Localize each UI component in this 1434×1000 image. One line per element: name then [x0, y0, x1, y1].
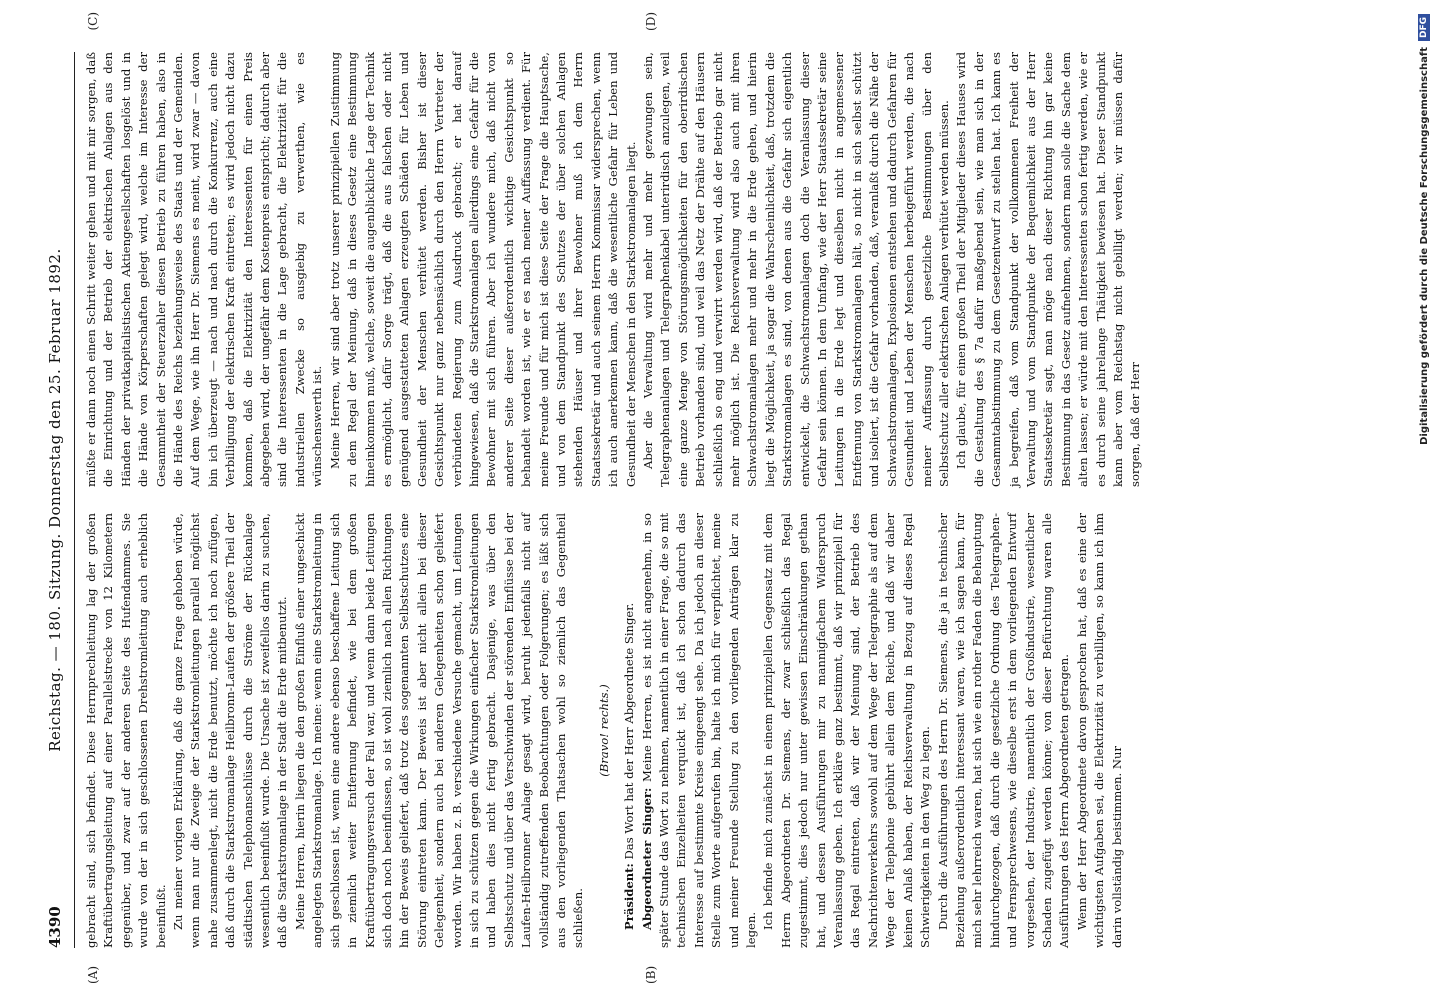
margin-marker-b: (B) [644, 965, 658, 984]
paragraph: Ich befinde mich zunächst in einem prinzipiellen Gegensatz mit dem Herrn Abgeordneten Dr. Siemens, der zwar schließlich das Regal zugestimmt, dies jedoch nur unter gewissen Einschränkungen gethan hat, und dessen Ausführungen mir zu mannigfachem Widerspruch Veranlassung geben. Ich erkläre ganz bestimmt, daß wir prinzipiell für das Regal eintreten, daß wir der Meinung sind, der Betrieb des Nachrichtenverkehrs sowohl auf dem Wege der Telegraphie als auf dem Wege der Telephonie gebührt allein dem Reiche, und daß wir daher keinen Anlaß haben, der Reichsverwaltung in Bezug auf dieses Regal Schwierigkeiten in den Weg zu legen. [761, 513, 933, 948]
paragraph: gebracht sind, sich befindet. Diese Herrnprechleitung lag der großen Kraftübertragungsleitung auf einer Parallelstrecke von 12 Kilometern gegenüber, und zwar auf der anderen Seite des Hufendammes. Sie wurde von der in sich geschlossenen Drehstromleitung auch erheblich beeinflußt. [84, 513, 168, 948]
president-label: Präsident: [622, 863, 637, 930]
text-columns [83, 12, 1383, 984]
page-title: Reichstag. — 180. Sitzung. Donnerstag den 25. Februar 1892. [46, 248, 64, 752]
digitization-stamp-text [1414, 0, 1434, 1000]
paragraph: Aber die Verwaltung wird mehr und mehr gezwungen sein, Telegraphenanlagen und Telegraphenkabel unterirdisch anzulegen, weil eine ganze Menge von Störungsmöglichkeiten für den oberirdischen Betrieb vorhanden sind, und weil das Netz der Drähte auf den Häusern schließlich so eng und verwirrt werden wird, daß der Betrieb gar nicht mehr möglich ist. Die Reichsverwaltung wird also auch mit ihren Schwachstromanlagen mehr und mehr in die Erde gehen, und hierin liegt die Möglichkeit, ja sogar die Wahrscheinlichkeit, daß, trotzdem die Starkstromanlagen es sind, von denen aus die Gefahr sich eigentlich entwickelt, die Schwachstromanlagen doch die Veranlassung dieser Gefahr sein können. In dem Umfang, wie der Herr Staatssekretär seine Leitungen in die Erde legt und dieselben nicht in angemessener Entfernung von Starkstromanlagen hält, so nicht in sich selbst schützt und isoliert, ist die Gefahr vorhanden, daß, veranlaßt durch die Nähe der Schwachstromanlagen, Explosionen entstehen und dadurch Gefahren für Gesundheit und Leben der Menschen herbeigeführt werden, die nach meiner Auffassung durch gesetzliche Bestimmungen über den Selbstschutz aller elektrischen Anlagen verhütet werden müssen. [641, 52, 951, 487]
right-column [83, 12, 1383, 487]
margin-marker-a: (A) [86, 965, 100, 984]
paragraph: Ich glaube, für einen großen Theil der Mitglieder dieses Hauses wird die Gestaltung des § 7a dafür maßgebend sein, wie man sich in der Gesammtabstimmung zu dem Gesetzentwurf zu stellen hat. Ich kann es ja begreifen, daß vom Standpunkt der vollkommenen Freiheit der Verwaltung und vom Standpunkte der Bequemlichkeit aus der Herr Staatssekretär sagt, man möge nach dieser Richtung hin gar keine Bestimmung in das Gesetz aufnehmen, sondern man solle die Sache dem alten lassen; er würde mit den Interessenten schon fertig werden, wie er es durch seine jahrelange Thätigkeit bewiesen hat. Dieser Standpunkt kann aber vom Reichstag nicht gebilligt werden; wir müssen dafür sorgen, daß der Herr [954, 52, 1143, 487]
paragraph: Meine Herren, wir sind aber trotz unserer prinzipiellen Zustimmung zu dem Regal der Meinung, daß in dieses Gesetz eine Bestimmung hineinkommen muß, welche, soweit die augenblickliche Lage der Technik es ermöglicht, dafür Sorge trägt, daß die aus falschen oder nicht genügend ausgestatteten Anlagen erzeugten Schäden für Leben und Gesundheit der Menschen verhütet werden. Bisher ist dieser Gesichtspunkt nur ganz nebensächlich durch den Herrn Vertreter der verbündeten Regierung zum Ausdruck gebracht; er hat darauf hingewiesen, daß die Starkstromanlagen allerdings eine Gefahr für die Bewohner mit sich führen. Aber ich wundere mich, daß nicht von anderer Seite dieser außerordentlich wichtige Gesichtspunkt so behandelt worden ist, wie er es nach meiner Auffassung verdient. Für meine Freunde und für mich ist diese Seite der Frage die Hauptsache, und von dem Standpunkt des Schutzes der über solchen Anlagen stehenden Häuser und ihrer Bewohner muß ich dem Herrn Staatssekretär und auch seinem Herrn Kommissar widersprechen, wenn ich auch anerkennen kann, daß die wesentliche Gefahr für Leben und Gesundheit der Menschen in den Starkstromanlagen liegt. [327, 52, 638, 487]
paragraph: müßte er dann noch einen Schritt weiter gehen und mit mir sorgen, daß die Einrichtung und der Betrieb der elektrischen Anlagen aus den Händen der privatkapitalistischen Aktiengesellschaften losgelöst und in die Hände von Körperschaften gelegt wird, welche im Interesse der Gesammtheit der Steuerzahler diesen Betrieb zu führen haben, also in die Hände des Reichs beziehungsweise des Staats und der Gemeinden. Auf dem Wege, wie ihn Herr Dr. Siemens es meint, wird zwar — davon bin ich überzeugt — nach und nach durch die Konkurrenz, auch eine Verbilligung der elektrischen Kraft eintreten; es wird jedoch nicht dazu kommen, daß die Elektrizität den Interessenten für einen Preis abgegeben wird, der ungefähr dem Kostenpreis entspricht; dadurch aber sind die Interessenten in die Lage gebracht, die Elektrizität für die industriellen Zwecke so ausgiebig zu verwerthen, wie es wünschenswerth ist. [84, 52, 325, 487]
margin-marker-c: (C) [86, 12, 100, 31]
margin-marker-d: (D) [644, 12, 658, 31]
interjection: (Bravo! rechts.) [596, 684, 611, 777]
president-text: Das Wort hat der Herr Abgeordnete Singer. [622, 602, 637, 860]
paragraph: Zu meiner vorigen Erklärung, daß die ganze Frage gehoben würde, wenn man nur die Zweige der Starkstromleitungen parallel möglichst nahe zusammenlegt, nicht die Erde benutzt, möchte ich noch zufügen, daß durch die Starkstromanlage Heilbronn-Laufen der größere Theil der städtischen Telephonanschlüsse durch die Ströme der Rückanlage wesentlich beeinflußt wurde. Die Ursache ist zweifellos darin zu suchen, daß die Starkstromanlage in der Stadt die Erde mitbenutzt. [171, 513, 290, 948]
speaker-text: Meine Herren, es ist nicht angenehm, in so später Stunde das Wort zu nehmen, namentlich in einer Frage, die so mit technischen Einzelheiten verquickt ist, daß ich schon dadurch das Interesse auf bestimmte Kreise eingeengt sehe. Da ich jedoch an dieser Stelle zum Worte aufgerufen bin, halte ich mich für verpflichtet, meine und meiner Freunde Stellung zu den vorliegenden Anträgen klar zu legen. [639, 512, 759, 948]
speaker-intro [639, 513, 761, 948]
stamp-text: Digitalisierung gefördert durch die Deutsche Forschungsgemeinschaft [1418, 47, 1430, 445]
paragraph: Meine Herren, hierin liegen die den großen Einfluß einer ungeschickt angelegten Starkstromanlage. Ich meine: wenn eine Starkstromleitung in sich geschlossen ist, wenn eine andere ebenso beschaffene Leitung sich in ziemlich weiter Entfernung befindet, wie bei dem großen Kraftübertragungsversuch der Fall war, und wenn dann beide Leitungen sich doch noch beeinflussen, so ist wohl ziemlich nach allen Richtungen hin der Beweis geliefert, daß trotz des sogenannten Selbstschutzes eine Störung eintreten kann. Der Beweis ist aber nicht allein bei dieser Gelegenheit, sondern auch bei anderen Gelegenheiten schon geliefert worden. Wir haben z. B. verschiedene Versuche gemacht, um Leitungen in sich zu schützen gegen die Wirkungen einfacher Starkstromleitungen und haben dies nicht fertig gebracht. Dasjenige, was über den Selbstschutz und über das Verschwinden der störenden Einflüsse bei der Laufen-Heilbronner Anlage gesagt wird, beruht jedenfalls nicht auf vollständig zutreffenden Beobachtungen oder Folgerungen; es läßt sich aus den vorliegenden Thatsachen wohl so ziemlich das Gegentheil schließen. [292, 513, 586, 948]
paragraph: Durch die Ausführungen des Herrn Dr. Siemens, die ja in technischer Beziehung außerordentlich interessant waren, wie ich sagen kann, für mich sehr lehrreich waren, hat sich wie ein rother Faden die Behauptung hindurchgezogen, daß durch die gesetzliche Ordnung des Telegraphen- und Fernsprechwesens, wie dieselbe erst in dem vorliegenden Entwurf vorgesehen, der Industrie, namentlich der Großindustrie, wesentlicher Schaden zugefügt werden könne; von dieser Befürchtung waren alle Ausführungen des Herrn Abgeordneten getragen. [935, 513, 1072, 948]
president-line [621, 513, 638, 948]
speaker-label: Abgeordneter Singer: [639, 787, 654, 930]
digitization-stamp [1412, 0, 1432, 1000]
paragraph: Wenn der Herr Abgeordnete davon gesprochen hat, daß es eine der wichtigsten Aufgaben sei, die Elektrizität zu verbilligen, so kann ich ihm darin vollständig beistimmen. Nur [1074, 513, 1124, 948]
dfg-logo-icon: DFG [1418, 14, 1430, 41]
left-column [83, 512, 1383, 984]
page-number: 4390 [46, 906, 64, 948]
page-header [40, 52, 75, 948]
